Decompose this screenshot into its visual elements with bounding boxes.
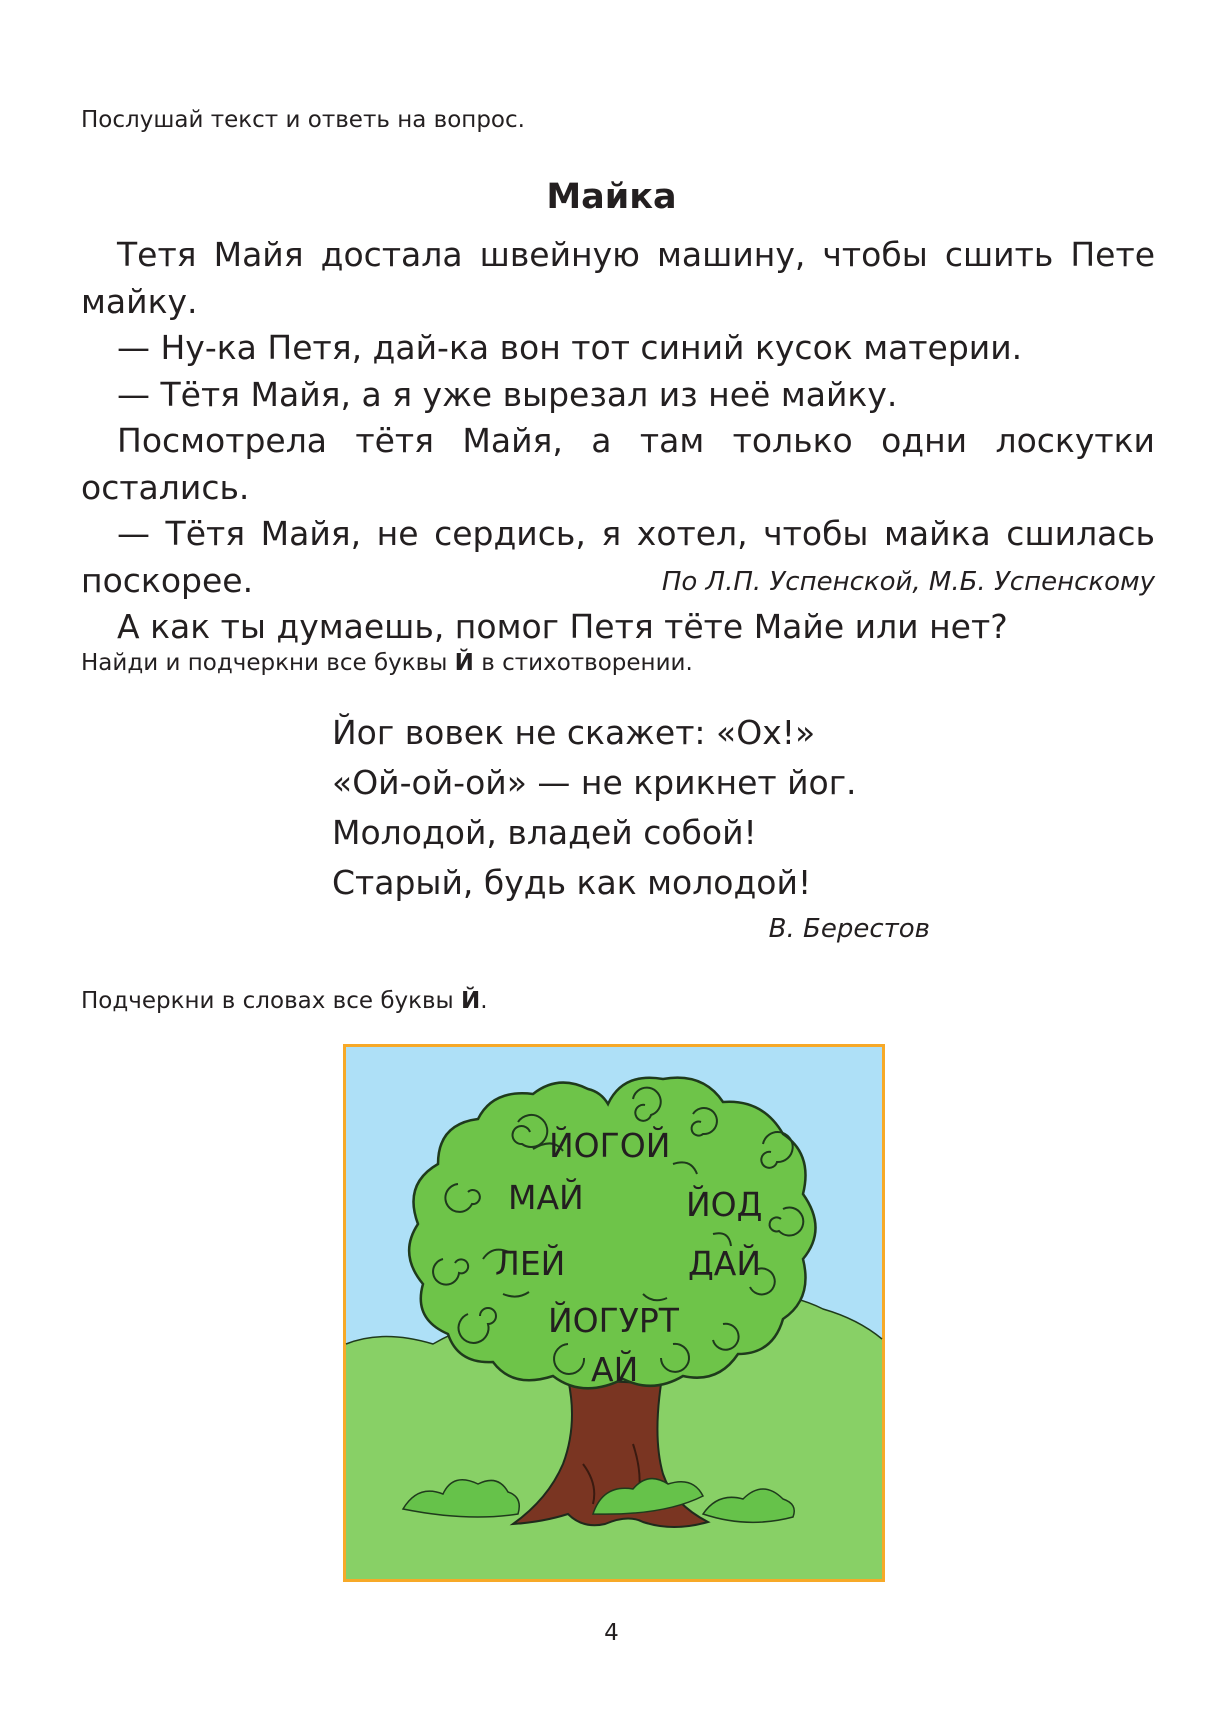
exercise3-instruction	[81, 987, 488, 1015]
tree-svg	[343, 1044, 885, 1582]
tree-word: АЙ	[591, 1350, 639, 1389]
poem-author: В. Берестов	[768, 914, 930, 944]
instruction-text: .	[480, 988, 488, 1014]
tree-word: ЙОГУРТ	[548, 1301, 679, 1340]
story-paragraph: — Тётя Майя, не сердись, я хотел, чтобы майка сшилась	[117, 514, 1155, 553]
instruction-text: Найди и подчеркни все буквы	[81, 650, 455, 676]
story-paragraph: — Ну-ка Петя, дай-ка вон тот синий кусок материи.	[117, 328, 1023, 367]
story-paragraph: Посмотрела тётя Майя, а там только одни лоскутки остались.	[81, 421, 1155, 507]
tree-word: ЙОГОЙ	[549, 1126, 671, 1165]
page-number: 4	[604, 1620, 619, 1646]
poem-line: Молодой, владей собой!	[332, 813, 757, 852]
story-paragraph: — Тётя Майя, а я уже вырезал из неё майку.	[117, 374, 898, 414]
instruction-letter: Й	[461, 988, 481, 1014]
story-author: По Л.П. Успенской, М.Б. Успенскому	[661, 567, 1155, 597]
tree-word: ДАЙ	[688, 1244, 762, 1283]
story-title: Майка	[546, 177, 677, 217]
instruction-text: в стихотворении.	[473, 650, 693, 676]
poem-line: Йог вовек не скажет: «Ох!»	[332, 713, 816, 752]
exercise1-instruction: Послушай текст и ответь на вопрос.	[81, 107, 525, 133]
story-paragraph: Тетя Майя достала швейную машину, чтобы сшить Пете майку.	[81, 235, 1155, 321]
instruction-letter: Й	[454, 650, 474, 676]
poem	[332, 708, 857, 908]
poem-line: «Ой-ой-ой» — не крикнет йог.	[332, 763, 857, 802]
poem-line: Старый, будь как молодой!	[332, 863, 812, 902]
tree-word: ЙОД	[686, 1185, 763, 1224]
exercise2-instruction	[81, 649, 693, 677]
tree-word: ЛЕЙ	[495, 1244, 566, 1283]
tree-illustration	[343, 1044, 885, 1582]
instruction-text: Подчеркни в словах все буквы	[81, 988, 462, 1014]
tree-word: МАЙ	[508, 1178, 584, 1217]
story-paragraph: А как ты думаешь, помог Петя тёте Майе или нет?	[117, 607, 1008, 646]
story-paragraph: поскорее.	[81, 560, 254, 600]
